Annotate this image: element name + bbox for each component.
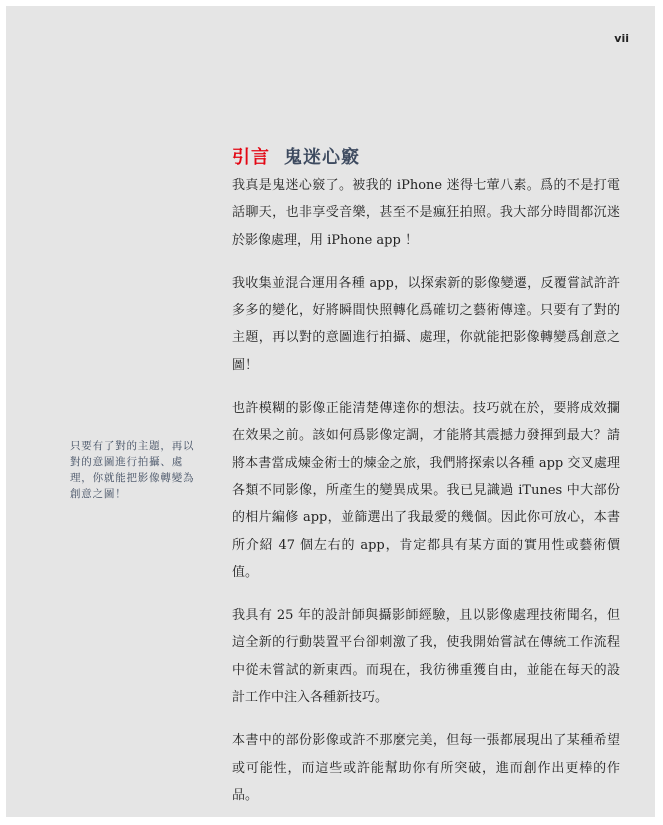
paragraph: 也許模糊的影像正能清楚傳達你的想法。技巧就在於，要將成效攔在效果之前。該如何爲影像定調，才能將其震撼力發揮到最大？請將本書當成煉金術士的煉金之旅，我們將探索以各種 app 交叉處理各類不同影像，所產生的變異成果。我已見識過 iTunes 中大部份的相片編修 app，並篩選出了我最愛的幾個。因此你可放心，本書所介紹 47 個左右的 app，肯定都具有某方面的實用性或藝術價值。: [232, 401, 620, 580]
paragraph: 本書中的部份影像或許不那麼完美，但每一張都展現出了某種希望或可能性，而這些或許能幫助你有所突破，進而創作出更棒的作品。: [232, 733, 620, 803]
paragraph: 我具有 25 年的設計師與攝影師經驗，且以影像處理技術聞名，但這全新的行動裝置平台卻刺激了我，使我開始嘗試在傳統工作流程中從未嘗試的新東西。而現在，我彷彿重獲自由，並能在每天的設計工作中注入各種新技巧。: [232, 608, 620, 706]
chapter-heading: [232, 143, 360, 169]
pull-quote: 只要有了對的主題，再以對的意圖進行拍攝、處理，你就能把影像轉變為創意之圖！: [70, 440, 195, 500]
paragraph: 我真是鬼迷心竅了。被我的 iPhone 迷得七葷八素。爲的不是打電話聊天，也非享受音樂，甚至不是瘋狂拍照。我大部分時間都沉迷於影像處理，用 iPhone app ！: [232, 178, 620, 248]
body-text: [232, 172, 620, 825]
paragraph: 我收集並混合運用各種 app，以探索新的影像變遷，反覆嘗試許許多多的變化，好將瞬間快照轉化爲確切之藝術傳達。只要有了對的主題，再以對的意圖進行拍攝、處理，你就能把影像轉變爲創意之圖！: [232, 275, 620, 373]
heading-title: 鬼迷心竅: [284, 147, 360, 168]
page-number: vii: [614, 32, 629, 45]
heading-label: 引言: [232, 147, 270, 168]
